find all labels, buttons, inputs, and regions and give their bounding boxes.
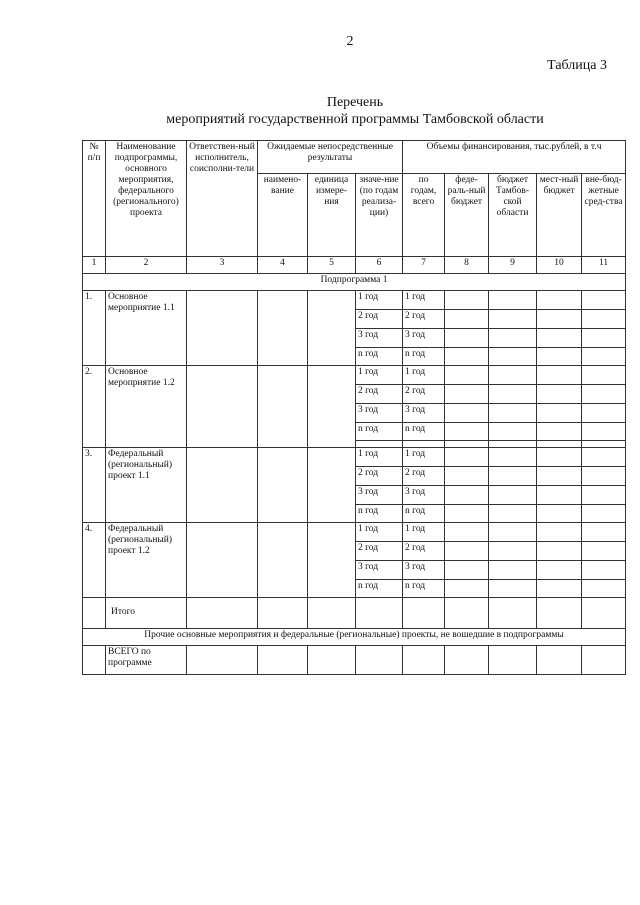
responsible-cell [187, 523, 258, 598]
itogo-row [83, 598, 626, 629]
year-total: n год [403, 580, 445, 598]
year-total: 2 год [403, 542, 445, 561]
other-activities-row [83, 629, 626, 646]
item-name: Федеральный (региональный) проект 1.1 [106, 448, 187, 523]
document-title [0, 94, 640, 128]
header-name: Наименование подпрограммы, основного мероприятия, федерального (регионального) проекта [106, 141, 187, 257]
result-name-cell [258, 448, 308, 523]
year-label: 2 год [356, 310, 403, 329]
year-total: 2 год [403, 467, 445, 486]
year-total: n год [403, 348, 445, 366]
year-total: n год [403, 505, 445, 523]
header-expected-results: Ожидаемые непосредственные результаты [258, 141, 403, 174]
year-label: 3 год [356, 329, 403, 348]
header-fin-federal: феде-раль-ный бюджет [445, 174, 489, 257]
header-financing: Объемы финансирования, тыс.рублей, в т.ч [403, 141, 626, 174]
year-label: 1 год [356, 448, 403, 467]
year-label: 3 год [356, 404, 403, 423]
header-fin-local: мест-ный бюджет [537, 174, 582, 257]
year-total: 1 год [403, 366, 445, 385]
year-label: 1 год [356, 291, 403, 310]
year-label: 1 год [356, 366, 403, 385]
itogo-label: Итого [106, 598, 187, 629]
year-total: n год [403, 423, 445, 441]
year-label: 2 год [356, 385, 403, 404]
column-number: 7 [403, 257, 445, 274]
result-unit-cell [308, 523, 356, 598]
column-number: 11 [582, 257, 626, 274]
result-name-cell [258, 291, 308, 366]
result-name-cell [258, 523, 308, 598]
vsego-label: ВСЕГО по программе [106, 646, 187, 675]
year-label: n год [356, 423, 403, 441]
item-name: Основное мероприятие 1.2 [106, 366, 187, 448]
year-label: 1 год [356, 523, 403, 542]
subprogram-label: Подпрограмма 1 [83, 274, 626, 291]
page-number: 2 [346, 34, 354, 49]
year-label: 2 год [356, 542, 403, 561]
header-num: № п/п [83, 141, 106, 257]
item-name: Основное мероприятие 1.1 [106, 291, 187, 366]
year-total: 3 год [403, 561, 445, 580]
year-total: 2 год [403, 385, 445, 404]
year-label: n год [356, 348, 403, 366]
item-number: 2. [83, 366, 106, 448]
result-unit-cell [308, 448, 356, 523]
result-unit-cell [308, 366, 356, 448]
column-numbers-row [83, 257, 626, 274]
program-activities-table [82, 140, 626, 675]
column-number: 3 [187, 257, 258, 274]
year-total: 1 год [403, 523, 445, 542]
year-label: 3 год [356, 561, 403, 580]
item-name: Федеральный (региональный) проект 1.2 [106, 523, 187, 598]
header-fin-extrabudget: вне-бюд-жетные сред-ства [582, 174, 626, 257]
column-number: 4 [258, 257, 308, 274]
table-label: Таблица 3 [547, 58, 607, 73]
header-fin-regional: бюджет Тамбов-ской области [489, 174, 537, 257]
year-total: 1 год [403, 448, 445, 467]
column-number: 2 [106, 257, 187, 274]
item-number: 1. [83, 291, 106, 366]
table-row [83, 366, 626, 385]
column-number: 5 [308, 257, 356, 274]
header-row-1 [83, 141, 626, 174]
column-number: 8 [445, 257, 489, 274]
result-name-cell [258, 366, 308, 448]
column-number: 10 [537, 257, 582, 274]
column-number: 9 [489, 257, 537, 274]
item-number: 3. [83, 448, 106, 523]
column-number: 6 [356, 257, 403, 274]
item-number: 4. [83, 523, 106, 598]
year-total: 2 год [403, 310, 445, 329]
header-result-unit: единица измере-ния [308, 174, 356, 257]
table-row [83, 291, 626, 310]
header-responsible: Ответствен-ный исполнитель, соисполни-тели [187, 141, 258, 257]
header-result-name: наимено-вание [258, 174, 308, 257]
table-row [83, 448, 626, 467]
year-label: n год [356, 580, 403, 598]
header-result-value: значе-ние (по годам реализа-ции) [356, 174, 403, 257]
other-activities-label: Прочие основные мероприятия и федеральные (региональные) проекты, не вошедшие в подпрограммы [83, 629, 626, 646]
subprogram-row [83, 274, 626, 291]
year-total: 3 год [403, 329, 445, 348]
column-number: 1 [83, 257, 106, 274]
year-total: 3 год [403, 486, 445, 505]
year-label: n год [356, 505, 403, 523]
table-row [83, 523, 626, 542]
responsible-cell [187, 366, 258, 448]
title-line-1: Перечень [326, 95, 384, 110]
vsego-row [83, 646, 626, 675]
title-line-2: мероприятий государственной программы Тамбовской области [166, 112, 544, 127]
header-fin-total: по годам, всего [403, 174, 445, 257]
result-unit-cell [308, 291, 356, 366]
year-total: 1 год [403, 291, 445, 310]
year-label: 3 год [356, 486, 403, 505]
responsible-cell [187, 448, 258, 523]
year-total: 3 год [403, 404, 445, 423]
year-label: 2 год [356, 467, 403, 486]
responsible-cell [187, 291, 258, 366]
